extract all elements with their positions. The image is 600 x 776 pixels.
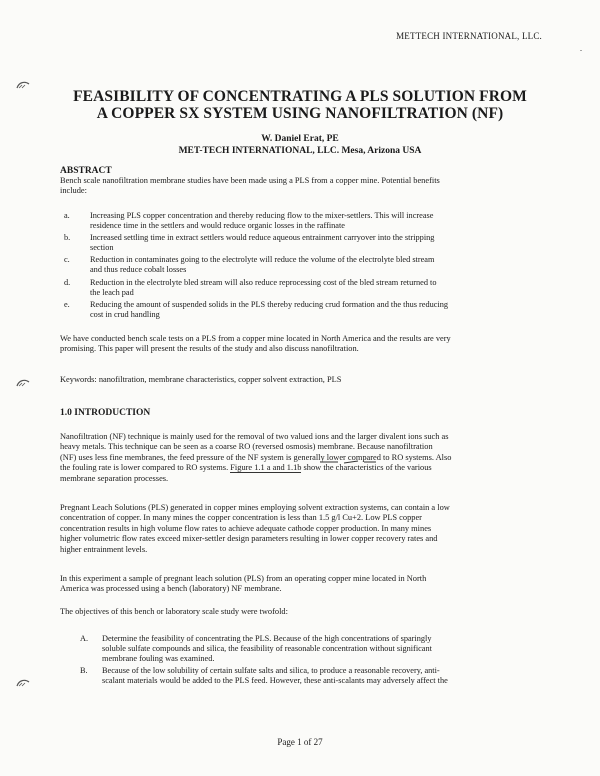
keywords: Keywords: nanofiltration, membrane characteristics, copper solvent extraction, PLS: [60, 375, 342, 384]
paragraph-line: higher volumetric flow rates exceed mixer-settler design parameters resulting in lower copper recovery rates and: [60, 534, 438, 544]
paper-title: [40, 88, 560, 122]
abstract-closing-line: We have conducted bench scale tests on a PLS from a copper mine located in North America and the results are very: [60, 334, 451, 343]
objective-item: [80, 634, 544, 666]
list-item-line: Increasing PLS copper concentration and thereby reducing flow to the mixer-settlers. This will increase: [90, 211, 434, 220]
list-item-line: scalant materials would be added to the PLS feed. However, these anti-scalants may adversely affect the: [102, 676, 448, 685]
figure-reference: Figure 1.1 a and 1.1b: [230, 463, 302, 473]
list-marker: e.: [64, 300, 70, 309]
abstract-closing-line: promising. This paper will present the results of the study and also discuss nanofiltration.: [60, 344, 359, 354]
paragraph-line: (NF) uses less fine membranes, the feed pressure of the NF system is generally lower compared to RO systems. Also: [60, 452, 452, 462]
list-item-line: Determine the feasibility of concentrating the PLS. Because of the high concentrations of sparingly: [102, 634, 432, 643]
list-item-line: Because of the low solubility of certain sulfate salts and silica, to produce a reasonable recovery, anti-: [102, 666, 440, 675]
abstract-item: [64, 233, 544, 255]
list-item-line: and thus reduce cobalt losses: [90, 265, 187, 274]
paragraph-line: heavy metals. This technique can be seen as a coarse RO (reversed osmosis) membrane. Because nanofiltration: [60, 442, 433, 452]
list-item-line: Reduction in contaminates going to the electrolyte will reduce the volume of the electrolyte bled stream: [90, 255, 435, 264]
list-item-line: soluble sulfate compounds and silica, the feasibility of reasonable concentration without significant: [102, 644, 432, 653]
abstract-item: [64, 255, 544, 277]
paragraph-line: concentration results in high volume flow rates to achieve adequate cathode copper production. In many mines: [60, 523, 432, 533]
list-item-line: Increased settling time in extract settlers would reduce aqueous entrainment carryover into the stripping: [90, 233, 435, 242]
list-item-line: residence time in the settlers and would reduce organic losses in the raffinate: [90, 221, 345, 230]
company-header: METTECH INTERNATIONAL, LLC.: [396, 31, 542, 41]
paragraph-line: America was processed using a bench (laboratory) NF membrane.: [60, 584, 282, 594]
list-marker: A.: [80, 634, 89, 643]
author-affiliation: MET-TECH INTERNATIONAL, LLC. Mesa, Arizona USA: [178, 146, 422, 156]
abstract-item: [64, 300, 544, 322]
list-item-line: Reducing the amount of suspended solids in the PLS thereby reducing crud formation and the thus reducing: [90, 300, 449, 309]
introduction-heading: 1.0 INTRODUCTION: [60, 408, 151, 418]
list-item-line: Reduction in the electrolyte bled stream will also reduce reprocessing cost of the bled stream returned to: [90, 278, 437, 287]
punch-mark-icon: [16, 378, 30, 388]
intro-paragraph-2: [60, 503, 544, 555]
header-dot: .: [580, 44, 582, 53]
list-item-line: membrane fouling was examined.: [102, 654, 215, 663]
title-line-2: A COPPER SX SYSTEM USING NANOFILTRATION (NF): [96, 105, 504, 122]
pen-mark-icon: [318, 453, 378, 471]
abstract-item: [64, 211, 544, 233]
paragraph-line-text: the fouling rate is lower compared to RO systems.: [60, 463, 229, 473]
intro-paragraph-1: [60, 432, 544, 484]
objective-item: [80, 666, 544, 688]
punch-mark-icon: [16, 678, 30, 688]
author-name: W. Daniel Erat, PE: [261, 134, 339, 144]
list-marker: b.: [64, 233, 71, 242]
list-marker: a.: [64, 211, 70, 220]
abstract-closing: [60, 334, 544, 355]
list-marker: d.: [64, 278, 71, 287]
abstract-heading: ABSTRACT: [60, 166, 112, 176]
list-item-line: the leach pad: [90, 288, 134, 297]
abstract-intro: [60, 176, 544, 197]
page-number: Page 1 of 27: [277, 737, 323, 747]
list-marker: c.: [64, 255, 70, 264]
paragraph-line: In this experiment a sample of pregnant leach solution (PLS) from an operating copper mine located in North: [60, 574, 427, 583]
title-line-1: FEASIBILITY OF CONCENTRATING A PLS SOLUTION FROM: [73, 88, 527, 105]
paragraph-line: membrane separation processes.: [60, 473, 169, 483]
abstract-item: [64, 278, 544, 300]
punch-mark-icon: [16, 80, 30, 90]
abstract-intro-line: include:: [60, 186, 87, 196]
list-item-line: cost in crud handling: [90, 310, 160, 319]
abstract-intro-line: Bench scale nanofiltration membrane studies have been made using a PLS from a copper mine. Potential benefits: [60, 176, 440, 185]
list-item-line: section: [90, 243, 114, 252]
intro-paragraph-4: The objectives of this bench or laboratory scale study were twofold:: [60, 607, 288, 616]
paragraph-line: concentration of copper. In many mines the copper concentration is less than 1.5 g/l Cu+2. Low PLS copper: [60, 513, 422, 523]
paragraph-line: Pregnant Leach Solutions (PLS) generated in copper mines employing solvent extraction systems, can contain a low: [60, 503, 450, 512]
paragraph-line: [60, 463, 544, 473]
paragraph-line: higher entrainment levels.: [60, 544, 148, 554]
list-marker: B.: [80, 666, 88, 675]
intro-paragraph-3: [60, 574, 544, 595]
paragraph-line: Nanofiltration (NF) technique is mainly used for the removal of two valued ions and the larger divalent ions such as: [60, 432, 449, 441]
paragraph-line-text: show the characteristics of the various: [301, 463, 432, 473]
